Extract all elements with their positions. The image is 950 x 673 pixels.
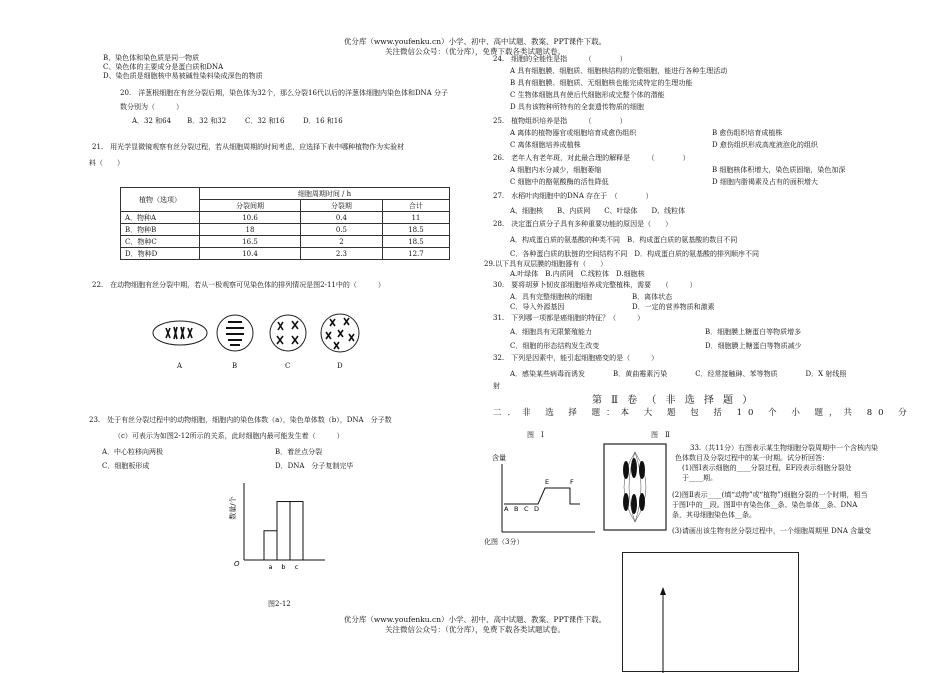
header-line-2: 关注微信公众号：（优分库），免费下载各类试题试卷。 — [385, 47, 565, 56]
cell-d-illustration — [321, 314, 359, 352]
table-row — [121, 248, 450, 260]
q26-option-b: B 细胞核体积增大，染色质固缩，染色加深 — [712, 166, 846, 174]
table-subheader: 合计 — [382, 200, 449, 212]
page-header — [275, 37, 675, 57]
q26-option-d: D 细胞内脂褐素及占有的面积增大 — [712, 178, 818, 186]
bar-a — [264, 531, 277, 560]
fig-label-a: A — [177, 362, 183, 370]
q29-options: A.叶绿体 B.内质网 C.线粒体 D.细胞核 — [510, 270, 645, 278]
page-footer — [275, 615, 675, 635]
q23-option-a: A．中心粒移向两极 — [102, 448, 164, 456]
graph-y-label: 含量 — [492, 454, 506, 462]
table-cell: 10.6 — [200, 212, 301, 224]
q20-stem-cont: 数分别为（ ） — [120, 103, 183, 111]
graph-dna-line — [504, 488, 580, 504]
table-cell: A．物种A — [121, 212, 200, 224]
q33-line-9: 化图（3分） — [484, 538, 524, 546]
bar-label-a: a — [268, 563, 273, 571]
q23-option-b: B．着丝点分裂 — [275, 448, 323, 456]
section-2-subtitle: 二．非 选 择 题：本 大 题 包 括 10 个 小 题，共 80 分 — [493, 408, 913, 418]
cell-a-illustration — [153, 321, 207, 345]
q25-option-a: A 离体的植物器官或细胞培育成愈伤组织 — [510, 129, 637, 137]
q21-stem-cont: 料（ ） — [89, 159, 124, 167]
cell-b-illustration — [217, 315, 253, 351]
table-cell: B．物种B — [121, 224, 200, 236]
q31-option-a: A．细胞具有无限繁殖能力 — [510, 328, 593, 336]
chart-origin-label: O — [234, 560, 240, 568]
q33-line-1: 33.（共11分）右图表示某生物细胞分裂周期中一个含核内染 — [690, 444, 879, 452]
q33-line-7: 条，其母细胞染色体__条。 — [672, 511, 756, 519]
q32-options: A．感染某些病毒而诱发 B．黄曲霉素污染 C．经常接触砷、苯等物质 D．X 射线照 — [510, 370, 847, 378]
q24-option-a: A 具有细胞膜、细胞质、细胞核结构的完整细胞，能进行各种生理活动 — [510, 67, 728, 75]
bar-chart-2-12 — [220, 478, 330, 578]
table-cell: C．物种C — [121, 236, 200, 248]
figure-2-cell — [598, 440, 673, 535]
q31-option-d: D．细胞膜上糖蛋白等物质减少 — [705, 342, 802, 350]
bar-c — [290, 502, 303, 560]
q33-line-2: 色体数目及分裂过程中的某一时期。试分析回答： — [675, 454, 829, 462]
q33-line-4: 于____期。 — [682, 474, 717, 482]
q20-option-c: C．32 和16 — [245, 117, 285, 125]
q20-option-a: A．32 和64 — [132, 117, 172, 125]
q33-line-8: (3)请画出该生物有丝分裂过程中，一个细胞周期里 DNA 含量变 — [672, 527, 872, 535]
q20-option-b: B．32 和32 — [187, 117, 227, 125]
figure-1-graph — [490, 448, 610, 540]
figure-1-label: 图 Ⅰ — [527, 431, 544, 439]
graph-point-F: F — [570, 478, 574, 486]
section-2-title: 第 Ⅱ 卷 （ 非 选 择 题 ） — [592, 395, 756, 406]
table-row — [121, 236, 450, 248]
table-cell: 16.5 — [200, 236, 301, 248]
q25-stem: 25. 植物组织培养是指 （ ） — [493, 117, 627, 125]
graph-point-C: C — [524, 505, 529, 513]
table-cell: 18.5 — [382, 236, 449, 248]
fig-label-d: D — [337, 362, 343, 370]
q32-options-cont: 射 — [493, 382, 500, 390]
figure-2-label: 图 Ⅱ — [651, 431, 670, 439]
cell-c-illustration — [270, 315, 306, 351]
header-line-1: 优分库（www.youfenku.cn）小学、初中、高中试题、教案、PPT课件下载。 — [343, 37, 607, 46]
q26-option-c: C 细胞中的酪氨酸酶的活性降低 — [510, 178, 609, 186]
q23-option-d: D．DNA 分子复制完毕 — [275, 462, 354, 470]
q23-option-c: C．细胞板形成 — [102, 462, 150, 470]
q22-stem: 22. 在动物细胞有丝分裂中期，若从一极观察可见染色体的排列情况是图2-11中的（ ） — [92, 281, 385, 289]
q27-options: A、细胞核 B、内质网 C、叶绿体 D、线粒体 — [510, 207, 686, 215]
graph-point-E: E — [545, 478, 550, 486]
answer-axis — [623, 553, 800, 673]
q30-option-c: C．导入外源基因 — [510, 303, 565, 311]
q26-option-a: A 细胞内水分减少，细胞萎缩 — [510, 166, 602, 174]
q25-option-c: C 离体细胞培养成植株 — [510, 141, 581, 149]
table-header-cycle: 细胞周期时间 / h — [200, 188, 450, 200]
table-cell: 2.3 — [300, 248, 382, 260]
table-row — [121, 212, 450, 224]
footer-line-2: 关注微信公众号：（优分库），免费下载各类试题试卷。 — [385, 625, 565, 634]
q29-stem: 29.以下具有双层膜的细胞器有（ ） — [484, 260, 608, 268]
bar-b — [277, 502, 290, 560]
fig-label-c: C — [285, 362, 291, 370]
q33-line-6: 于图Ⅰ中的__段。图Ⅱ中有染色体__条、染色单体__条、DNA — [672, 501, 858, 509]
table-cell: 2 — [300, 236, 382, 248]
table-row — [121, 224, 450, 236]
table-cell: D．物种D — [121, 248, 200, 260]
table-cell: 10.4 — [200, 248, 301, 260]
table-cell: 18 — [200, 224, 301, 236]
q20-option-d: D．16 和16 — [303, 117, 343, 125]
q30-option-a: A．具有完整细胞核的细胞 — [510, 293, 593, 301]
q28-stem: 28. 决定蛋白质分子具有多种重要功能的原因是（ ） — [493, 220, 673, 228]
q30-option-b: B．离体状态 — [632, 293, 673, 301]
table-cell: 12.7 — [382, 248, 449, 260]
footer-line-1: 优分库（www.youfenku.cn）小学、初中、高中试题、教案、PPT课件下载。 — [343, 615, 607, 624]
q19-option-b: B、染色体和染色质是同一物质 — [103, 54, 200, 62]
chromosomes — [623, 458, 645, 514]
q33-line-5: (2)图Ⅱ表示____(填“动物”或“植物”)细胞分裂的一个时期，相当 — [672, 491, 868, 499]
table-subheader: 分裂期 — [300, 200, 382, 212]
table-cell: 18.5 — [382, 224, 449, 236]
figure-2-12-label: 图2-12 — [268, 600, 291, 608]
q19-option-d: D、染色质是细胞核中易被碱性染料染成深色的物质 — [103, 72, 263, 80]
q30-option-d: D．一定的营养物质和激素 — [632, 303, 715, 311]
graph-point-B: B — [514, 505, 519, 513]
q23-stem: 23. 处于有丝分裂过程中的动物细胞，细胞内的染色体数（a），染色单体数（b），DNA 分子数 — [89, 416, 392, 424]
answer-drawing-box[interactable] — [622, 552, 799, 672]
chart-y-label: 数量/个 — [229, 496, 237, 520]
q31-stem: 31. 下列哪一项都是癌细胞的特征？（ ） — [493, 314, 645, 322]
table-cell: 11 — [382, 212, 449, 224]
q27-stem: 27. 水稻叶肉细胞中的DNA 存在于 （ ） — [493, 192, 653, 200]
q20-stem: 20. 洋葱根细胞在有丝分裂后期，染色体为32个，那么分裂16代以后的洋葱体细胞内染色体和DNA 分子 — [120, 89, 448, 97]
q26-stem: 26. 老年人有老年斑，对此最合理的解释是 （ ） — [493, 154, 690, 162]
q21-stem: 21. 用光学显微镜观察有丝分裂过程，若从细胞周期的时间考虑，应选择下表中哪种植物作为实验材 — [92, 143, 405, 151]
q24-option-b: B 具有细胞膜、细胞质、无细胞核也能完成特定的生理功能 — [510, 79, 693, 87]
q23-stem-cont: （c）可表示为如图2-12所示的关系，此时细胞内最可能发生着（ ） — [114, 432, 344, 440]
table-header-plant: 植物（选项） — [121, 188, 200, 212]
table-cell: 0.5 — [300, 224, 382, 236]
q31-option-b: B．细胞膜上糖蛋白等物质增多 — [705, 328, 802, 336]
cell-wall — [604, 444, 666, 530]
q24-option-c: C 生物体细胞具有使后代细胞形成完整个体的潜能 — [510, 91, 665, 99]
graph-point-A: A — [504, 505, 509, 513]
cell-cycle-table — [120, 187, 450, 260]
q30-stem: 30. 要将胡萝卜韧皮部细胞培养成完整植株，需要 （ ） — [493, 281, 697, 289]
table-cell: 0.4 — [300, 212, 382, 224]
q25-option-b: B 愈伤组织培育成植株 — [712, 129, 783, 137]
q32-stem: 32. 下列是因素中，能引起细胞癌变的是（ ） — [493, 354, 659, 362]
bar-label-b: b — [281, 563, 286, 571]
q19-option-c: C、染色体的主要成分是蛋白质和DNA — [103, 63, 224, 71]
q33-line-3: (1)图Ⅰ表示细胞的____分裂过程，EF段表示细胞分裂处 — [682, 464, 852, 472]
graph-point-D: D — [534, 505, 540, 513]
q28-options-1: A．构成蛋白质的氨基酸的种类不同 B．构成蛋白质的氨基酸的数目不同 — [510, 236, 738, 244]
bar-label-c: c — [294, 563, 299, 571]
q24-stem: 24. 细胞的全能性是指 （ ） — [493, 55, 627, 63]
q31-option-c: C．细胞的形态结构发生改变 — [510, 342, 600, 350]
q28-options-2: C．各种蛋白质的肽链的空间结构不同 D．构成蛋白质的氨基酸的排列顺序不同 — [510, 250, 759, 258]
q24-option-d: D 具有该物种所特有的全套遗传物质的细胞 — [510, 103, 644, 111]
table-subheader: 分裂间期 — [200, 200, 301, 212]
fig-label-b: B — [232, 362, 238, 370]
q25-option-d: D 愈伤组织形成高度液泡化的组织 — [712, 141, 818, 149]
